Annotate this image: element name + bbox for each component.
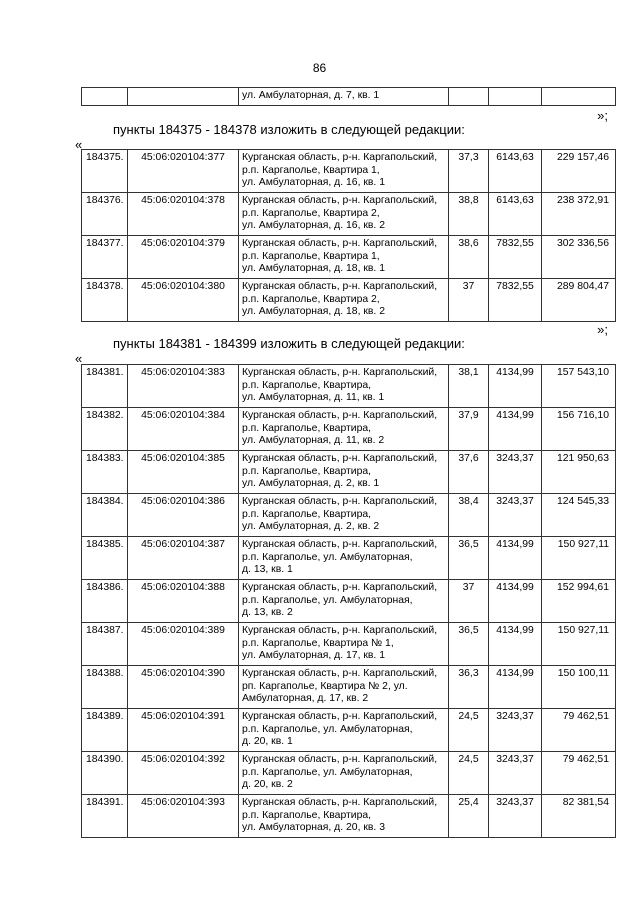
amendment-instruction: пункты 184375 - 184378 изложить в следующей редакции:: [113, 122, 465, 137]
address: [239, 623, 449, 666]
area-value: 38,8: [449, 193, 489, 236]
address-line: р.п. Каргаполье, Квартира 1,: [242, 164, 380, 176]
row-number: 184389.: [82, 709, 128, 752]
cadastral-number: 45:06:020104:387: [128, 537, 239, 580]
table-row: [82, 709, 616, 752]
unit-price: 3243,37: [489, 795, 542, 838]
table-row: [82, 451, 616, 494]
table-row: [82, 408, 616, 451]
cadastral-number: 45:06:020104:388: [128, 580, 239, 623]
cadastral-number: 45:06:020104:389: [128, 623, 239, 666]
row-number: 184386.: [82, 580, 128, 623]
address-line: Курганская область, р-н. Каргапольский,: [242, 496, 438, 507]
cadastral-number: 45:06:020104:378: [128, 193, 239, 236]
address-line: д. 20, кв. 2: [242, 779, 293, 791]
row-number: 184378.: [82, 279, 128, 322]
address-line: ул. Амбулаторная, д. 11, кв. 2: [242, 435, 385, 447]
address: [239, 494, 449, 537]
area-value: 37,9: [449, 408, 489, 451]
address-line: д. 13, кв. 1: [242, 564, 293, 576]
address: [239, 279, 449, 322]
cadastral-number: 45:06:020104:391: [128, 709, 239, 752]
row-number: 184390.: [82, 752, 128, 795]
cadastral-cost: 152 994,61: [542, 580, 616, 623]
unit-price: 4134,99: [489, 666, 542, 709]
address: [239, 752, 449, 795]
address-line: р.п. Каргаполье, ул. Амбулаторная,: [242, 594, 413, 606]
row-number: 184375.: [82, 150, 128, 193]
amendment-instruction: пункты 184381 - 184399 изложить в следующей редакции:: [113, 336, 465, 351]
table-row: [82, 752, 616, 795]
table-row: [82, 795, 616, 838]
cadastral-number: [128, 88, 239, 106]
address-line: ул. Амбулаторная, д. 7, кв. 1: [242, 90, 380, 101]
cadastral-number: 45:06:020104:380: [128, 279, 239, 322]
address-line: ул. Амбулаторная, д. 16, кв. 1: [242, 177, 385, 189]
address-line: Амбулаторная, д. 17, кв. 2: [242, 693, 369, 705]
cadastral-cost: 150 100,11: [542, 666, 616, 709]
unit-price: [489, 88, 542, 106]
cadastral-cost: 289 804,47: [542, 279, 616, 322]
row-number: 184376.: [82, 193, 128, 236]
address-line: р.п. Каргаполье, Квартира № 1,: [242, 637, 394, 649]
unit-price: 6143,63: [489, 193, 542, 236]
cadastral-cost: 150 927,11: [542, 623, 616, 666]
cadastral-number: 45:06:020104:386: [128, 494, 239, 537]
cadastral-cost: 157 543,10: [542, 365, 616, 408]
table-row: [82, 279, 616, 322]
address-line: ул. Амбулаторная, д. 16, кв. 2: [242, 220, 385, 232]
address-line: р.п. Каргаполье, Квартира 1,: [242, 250, 380, 262]
unit-price: 3243,37: [489, 709, 542, 752]
row-number: 184391.: [82, 795, 128, 838]
cadastral-cost: 121 950,63: [542, 451, 616, 494]
closing-quote: »;: [597, 322, 608, 337]
unit-price: 3243,37: [489, 494, 542, 537]
area-value: 38,6: [449, 236, 489, 279]
address-line: р.п. Каргаполье, Квартира 2,: [242, 207, 380, 219]
address: [239, 88, 449, 106]
address-line: Курганская область, р-н. Каргапольский,: [242, 281, 438, 292]
table-row: [82, 365, 616, 408]
address-line: р.п. Каргаполье, ул. Амбулаторная,: [242, 551, 413, 563]
cadastral-number: 45:06:020104:393: [128, 795, 239, 838]
cadastral-cost: 156 716,10: [542, 408, 616, 451]
unit-price: 7832,55: [489, 279, 542, 322]
cadastral-cost: 150 927,11: [542, 537, 616, 580]
address-line: р.п. Каргаполье, ул. Амбулаторная,: [242, 723, 413, 735]
area-value: 37: [449, 279, 489, 322]
page-number: 86: [312, 61, 327, 75]
cadastral-number: 45:06:020104:384: [128, 408, 239, 451]
address: [239, 537, 449, 580]
address-line: Курганская область, р-н. Каргапольский,: [242, 582, 438, 593]
row-number: 184382.: [82, 408, 128, 451]
address: [239, 451, 449, 494]
unit-price: 4134,99: [489, 623, 542, 666]
address: [239, 795, 449, 838]
register-table-section-1: [81, 149, 616, 322]
address-line: ул. Амбулаторная, д. 20, кв. 3: [242, 822, 385, 834]
cadastral-number: 45:06:020104:392: [128, 752, 239, 795]
area-value: 25,4: [449, 795, 489, 838]
address-line: р.п. Каргаполье, Квартира 2,: [242, 293, 380, 305]
unit-price: 3243,37: [489, 752, 542, 795]
address-line: Курганская область, р-н. Каргапольский,: [242, 238, 438, 249]
unit-price: 4134,99: [489, 365, 542, 408]
address-line: Курганская область, р-н. Каргапольский,: [242, 367, 438, 378]
opening-quote: «: [75, 137, 83, 152]
address-line: Курганская область, р-н. Каргапольский,: [242, 195, 438, 206]
address: [239, 580, 449, 623]
cadastral-cost: 302 336,56: [542, 236, 616, 279]
table-row: [82, 623, 616, 666]
unit-price: 7832,55: [489, 236, 542, 279]
address-line: Курганская область, р-н. Каргапольский,: [242, 539, 438, 550]
table-row: [82, 537, 616, 580]
area-value: 37,3: [449, 150, 489, 193]
table-row: [82, 236, 616, 279]
address-line: Курганская область, р-н. Каргапольский,: [242, 625, 438, 636]
unit-price: 6143,63: [489, 150, 542, 193]
address-line: ул. Амбулаторная, д. 18, кв. 1: [242, 263, 385, 275]
address-line: д. 20, кв. 1: [242, 736, 293, 748]
address-line: Курганская область, р-н. Каргапольский,: [242, 754, 438, 765]
area-value: 36,5: [449, 623, 489, 666]
continuation-table: [81, 87, 616, 106]
row-number: 184385.: [82, 537, 128, 580]
area-value: 24,5: [449, 752, 489, 795]
area-value: 24,5: [449, 709, 489, 752]
row-number: 184384.: [82, 494, 128, 537]
address: [239, 365, 449, 408]
unit-price: 4134,99: [489, 537, 542, 580]
address: [239, 666, 449, 709]
unit-price: 4134,99: [489, 408, 542, 451]
address-line: Курганская область, р-н. Каргапольский,: [242, 711, 438, 722]
address-line: р.п. Каргаполье, Квартира,: [242, 508, 372, 520]
area-value: 37: [449, 580, 489, 623]
cadastral-number: 45:06:020104:383: [128, 365, 239, 408]
cadastral-cost: [542, 88, 616, 106]
unit-price: 3243,37: [489, 451, 542, 494]
opening-quote: «: [75, 351, 83, 366]
cadastral-cost: 82 381,54: [542, 795, 616, 838]
area-value: 38,1: [449, 365, 489, 408]
address-line: р.п. Каргаполье, Квартира,: [242, 422, 372, 434]
area-value: 38,4: [449, 494, 489, 537]
cadastral-cost: 238 372,91: [542, 193, 616, 236]
address-line: Курганская область, р-н. Каргапольский,: [242, 152, 438, 163]
address-line: ул. Амбулаторная, д. 18, кв. 2: [242, 306, 385, 318]
address: [239, 408, 449, 451]
address-line: р.п. Каргаполье, Квартира,: [242, 465, 372, 477]
register-table-section-2: [81, 364, 616, 838]
area-value: 36,3: [449, 666, 489, 709]
address-line: Курганская область, р-н. Каргапольский,: [242, 453, 438, 464]
cadastral-cost: 229 157,46: [542, 150, 616, 193]
unit-price: 4134,99: [489, 580, 542, 623]
closing-quote: »;: [597, 108, 608, 123]
address-line: д. 13, кв. 2: [242, 607, 293, 619]
address-line: ул. Амбулаторная, д. 2, кв. 1: [242, 478, 380, 490]
table-row: [82, 580, 616, 623]
address-line: Курганская область, р-н. Каргапольский,: [242, 410, 438, 421]
table-row: [82, 494, 616, 537]
table-row: [82, 150, 616, 193]
row-number: 184388.: [82, 666, 128, 709]
address: [239, 709, 449, 752]
address: [239, 193, 449, 236]
area-value: 37,6: [449, 451, 489, 494]
row-number: 184383.: [82, 451, 128, 494]
area-value: [449, 88, 489, 106]
cadastral-number: 45:06:020104:379: [128, 236, 239, 279]
cadastral-number: 45:06:020104:377: [128, 150, 239, 193]
address-line: Курганская область, р-н. Каргапольский,: [242, 668, 438, 679]
row-number: 184381.: [82, 365, 128, 408]
address-line: р.п. Каргаполье, Квартира,: [242, 809, 372, 821]
address-line: ул. Амбулаторная, д. 11, кв. 1: [242, 392, 385, 404]
cadastral-cost: 79 462,51: [542, 752, 616, 795]
address-line: ул. Амбулаторная, д. 17, кв. 1: [242, 650, 385, 662]
row-number: 184387.: [82, 623, 128, 666]
cadastral-number: 45:06:020104:390: [128, 666, 239, 709]
cadastral-cost: 124 545,33: [542, 494, 616, 537]
address: [239, 236, 449, 279]
row-number: [82, 88, 128, 106]
row-number: 184377.: [82, 236, 128, 279]
cadastral-cost: 79 462,51: [542, 709, 616, 752]
area-value: 36,5: [449, 537, 489, 580]
address-line: Курганская область, р-н. Каргапольский,: [242, 797, 438, 808]
table-row: [82, 193, 616, 236]
address-line: р.п. Каргаполье, ул. Амбулаторная,: [242, 766, 413, 778]
address-line: рп. Каргаполье, Квартира № 2, ул.: [242, 680, 408, 692]
address: [239, 150, 449, 193]
table-row: [82, 88, 616, 106]
address-line: р.п. Каргаполье, Квартира,: [242, 379, 372, 391]
address-line: ул. Амбулаторная, д. 2, кв. 2: [242, 521, 380, 533]
cadastral-number: 45:06:020104:385: [128, 451, 239, 494]
table-row: [82, 666, 616, 709]
